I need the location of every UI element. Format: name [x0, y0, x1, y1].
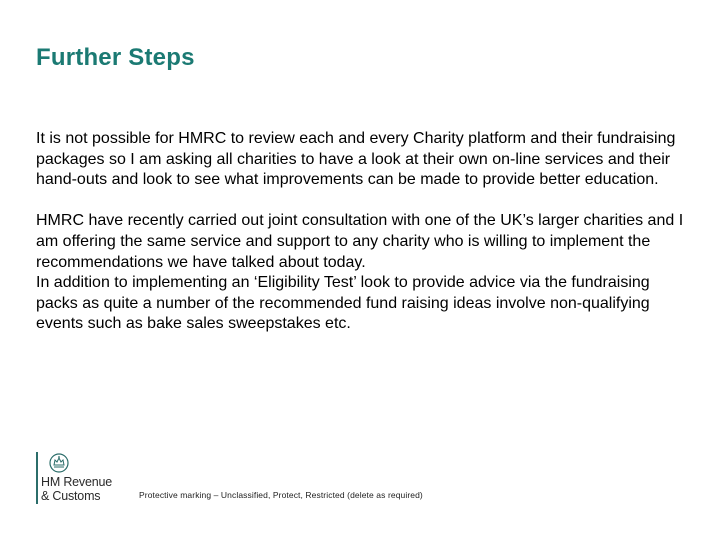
logo-bar — [36, 452, 38, 504]
slide-title: Further Steps — [36, 44, 195, 71]
hmrc-logo — [36, 452, 112, 504]
crest-icon — [47, 452, 71, 474]
slide-body — [36, 129, 686, 335]
protective-marking-note: Protective marking – Unclassified, Protect, Restricted (delete as required) — [139, 490, 423, 500]
body-paragraph: It is not possible for HMRC to review each and every Charity platform and their fundraising packages so I am asking all charities to have a look at their own on-line services and their hand-outs and look to see what improvements can be made to provide better education. — [36, 130, 676, 189]
body-paragraph: HMRC have recently carried out joint consultation with one of the UK’s larger charities and I am offering the same service and support to any charity who is willing to implement the recommendations we have talked about today. — [36, 212, 684, 271]
body-paragraph: In addition to implementing an ‘Eligibility Test’ look to provide advice via the fundraising packs as quite a number of the recommended fund raising ideas involve non-qualifying events such as bake sales sweepstakes etc. — [36, 274, 650, 333]
logo-name-line2: & Customs — [41, 489, 101, 503]
logo-name-line1: HM Revenue — [41, 475, 112, 489]
